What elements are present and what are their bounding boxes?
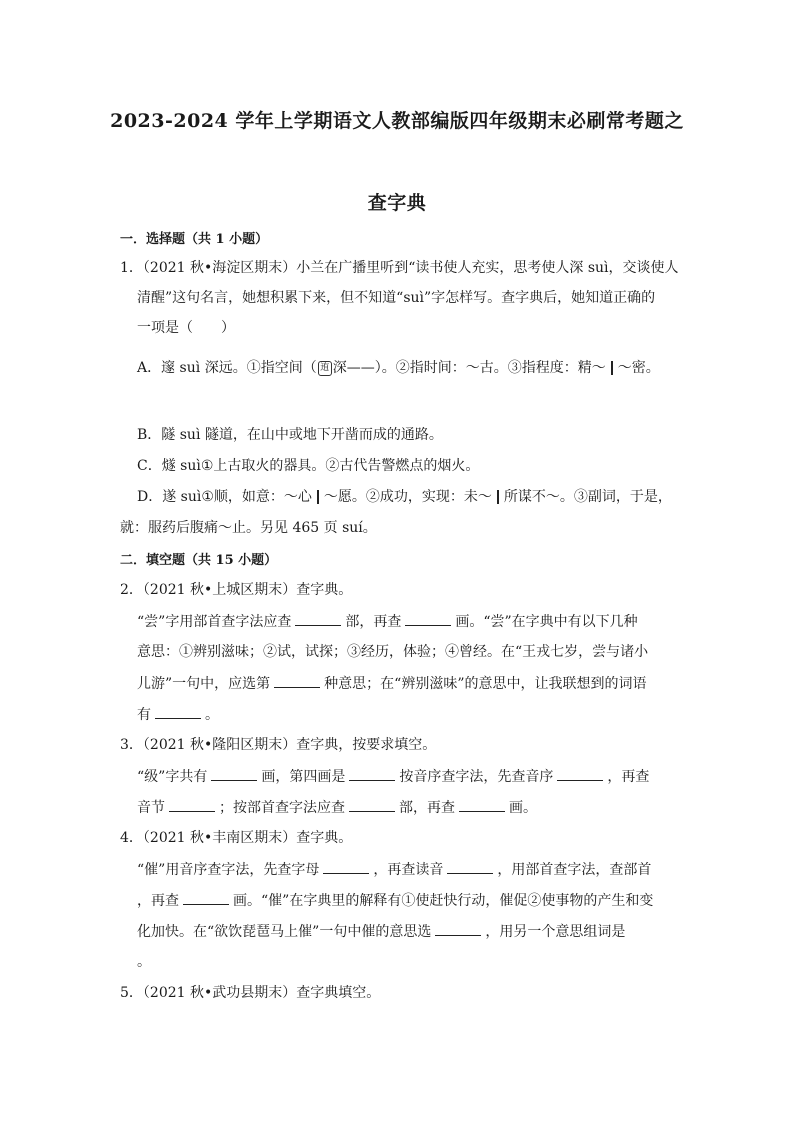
answer-blank[interactable]	[459, 797, 505, 812]
q1-line-1: 1．（2021 秋•海淀区期末）小兰在广播里听到“读书使人充实，思考使人深 suì，交谈使人	[120, 260, 679, 276]
separator-bar	[611, 361, 613, 375]
answer-blank[interactable]	[557, 766, 603, 781]
q2-line-3: 意思：①辨别滋味；②试，试探；③经历，体验；④曾经。在“王戎七岁，尝与诸小	[137, 644, 649, 660]
q3-text: ，再查	[607, 769, 650, 785]
answer-blank[interactable]	[447, 859, 493, 874]
q4-line-4	[137, 921, 625, 942]
q1-option-d-text-2: ～愿。②成功，实现：未～	[323, 489, 492, 505]
q4-line-3	[137, 890, 653, 911]
answer-blank[interactable]	[183, 890, 229, 905]
q4-text: ，用部首查字法，查部首	[497, 862, 652, 878]
q1-option-d	[137, 487, 672, 507]
q4-line-5: 。	[137, 954, 151, 970]
q2-text: “尝”字用部首查字法应查	[137, 614, 292, 630]
q3-text: 画，第四画是	[261, 769, 346, 785]
q3-text: ；按部首查字法应查	[219, 800, 345, 816]
q3-line-1: 3．（2021 秋•隆阳区期末）查字典，按要求填空。	[120, 737, 437, 753]
separator-bar	[497, 490, 499, 504]
q3-text: 部，再查	[399, 800, 455, 816]
answer-blank[interactable]	[211, 766, 257, 781]
q1-option-c: C．燧 suì①上古取火的器具。②古代告警燃点的烟火。	[137, 458, 480, 474]
q2-line-2	[137, 611, 638, 632]
q3-text: 音节	[137, 800, 165, 816]
q1-line-2: 清醒”这句名言，她想积累下来，但不知道“suì”字怎样写。查字典后，她知道正确的	[137, 290, 656, 306]
doc-title-line-2: 查字典	[367, 192, 427, 214]
rare-character-glyph: 迶	[318, 361, 332, 376]
answer-blank[interactable]	[349, 766, 395, 781]
q4-text: ，用另一个意思组词是	[485, 924, 626, 940]
q4-text: ，再查	[137, 893, 179, 909]
q2-text: 画。“尝”在字典中有以下几种	[455, 614, 638, 630]
q4-text: 画。“催”在字典里的解释有①使赶快行动，催促②使事物的产生和变	[233, 893, 654, 909]
q1-option-d-text-1: D．遂 suì①顺，如意：～心	[137, 489, 312, 505]
answer-blank[interactable]	[405, 611, 451, 626]
q2-text: 部，再查	[345, 614, 402, 630]
q2-line-5	[137, 704, 219, 725]
q4-text: 化加快。在“欲饮琵琶马上催”一句中催的意思选	[137, 924, 432, 940]
section-heading-choice: 一．选择题（共 1 小题）	[120, 232, 269, 247]
q2-line-1: 2．（2021 秋•上城区期末）查字典。	[120, 582, 353, 598]
q1-option-a-text-1: A．邃 suì 深远。①指空间（	[137, 360, 317, 376]
q4-line-1: 4．（2021 秋•丰南区期末）查字典。	[120, 830, 353, 846]
q1-option-a	[137, 358, 660, 378]
q2-line-4	[137, 673, 647, 694]
answer-blank[interactable]	[169, 797, 215, 812]
answer-blank[interactable]	[323, 859, 369, 874]
q4-line-2	[137, 859, 651, 880]
answer-blank[interactable]	[349, 797, 395, 812]
q5-line-1: 5．（2021 秋•武功县期末）查字典填空。	[120, 985, 381, 1001]
q3-text: 画。	[509, 800, 537, 816]
q2-text: 。	[205, 707, 219, 723]
q1-option-d-text-3: 所谋不～。③副词，于是，	[503, 489, 672, 505]
answer-blank[interactable]	[155, 704, 201, 719]
q1-option-a-text-3: ～密。	[617, 360, 660, 376]
answer-blank[interactable]	[435, 921, 481, 936]
q3-text: “级”字共有	[137, 769, 208, 785]
q1-option-d-line-2: 就：服药后腹痛～止。另见 465 页 suí。	[120, 520, 377, 536]
q4-text: “催”用音序查字法，先查字母	[137, 862, 320, 878]
q3-text: 按音序查字法，先查音序	[399, 769, 554, 785]
q2-text: 种意思；在“辨别滋味”的意思中，让我联想到的词语	[324, 676, 647, 692]
section-heading-fill: 二．填空题（共 15 小题）	[120, 553, 278, 568]
answer-blank[interactable]	[274, 673, 320, 688]
q1-option-b: B．隧 suì 隧道，在山中或地下开凿而成的通路。	[137, 427, 443, 443]
q1-line-3: 一项是（ ）	[137, 320, 235, 336]
doc-title-line-1: 2023-2024 学年上学期语文人教部编版四年级期末必刷常考题之	[110, 110, 684, 132]
answer-blank[interactable]	[295, 611, 341, 626]
q2-text: 有	[137, 707, 151, 723]
q3-line-3	[137, 797, 537, 818]
q4-text: ，再查读音	[373, 862, 444, 878]
q1-option-a-text-2: 深——）。②指时间：～古。③指程度：精～	[332, 360, 606, 376]
q2-text: 儿游”一句中，应选第	[137, 676, 271, 692]
q3-line-2	[137, 766, 649, 787]
separator-bar	[317, 490, 319, 504]
